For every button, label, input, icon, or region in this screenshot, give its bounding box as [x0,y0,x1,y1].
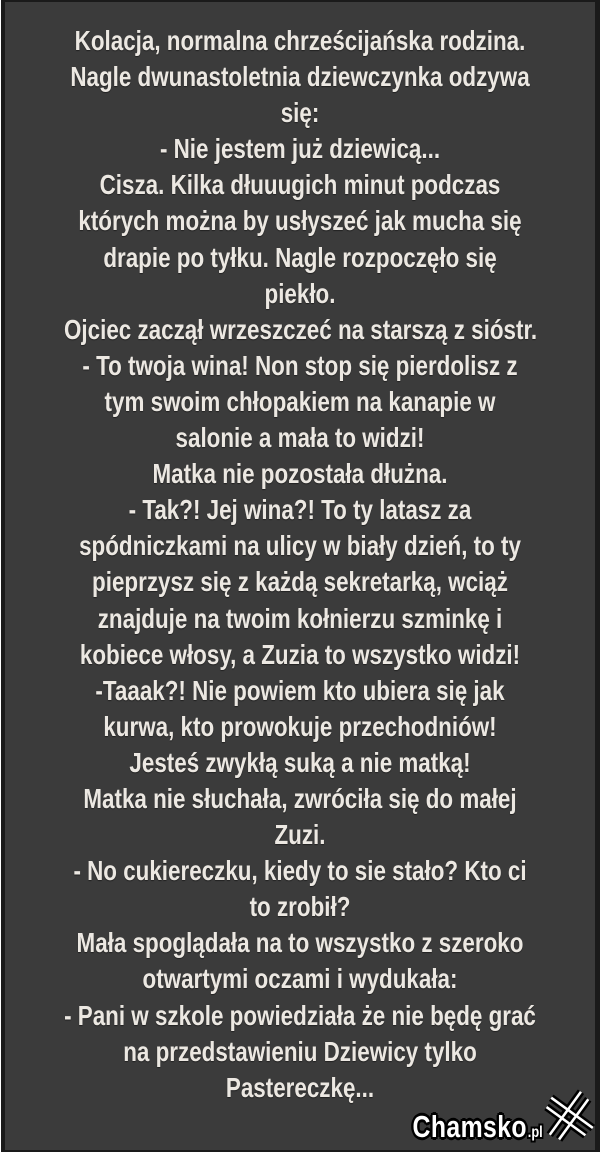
story-line: Kolacja, normalna chrześcijańska rodzina. [74,25,526,56]
story-line: -Taaak?! Nie powiem kto ubiera się jak [95,674,505,706]
watermark-site-name: Chamsko [412,1109,528,1144]
story-line: Matka nie słuchała, zwróciła się do małej [83,782,517,814]
meme-image [1,0,600,1152]
story-line: - No cukiereczku, kiedy to sie stało? Kto ci [73,855,527,887]
hash-crosshair-icon [545,1091,593,1148]
story-line: salonie a mała to widzi! [175,422,425,454]
story-line: - Nie jestem już dziewicą... [159,133,441,165]
story-line: Mała spoglądała na to wszystko z szeroko [76,927,524,959]
story-line: się: [280,97,320,129]
story-line: kobiece włosy, a Zuzia to wszystko widzi! [79,638,521,670]
story-line: kurwa, kto prowokuje przechodniów! [103,710,497,742]
story-line: otwartymi oczami i wydukała: [142,963,458,995]
story-line: - Pani w szkole powiedziała że nie będę grać [64,999,536,1031]
story-line: na przedstawieniu Dziewicy tylko [123,1035,477,1067]
watermark-domain-suffix: .pl [528,1124,543,1141]
story-line: drapie po tyłku. Nagle rozpoczęło się [103,241,497,273]
story-line: których można by usłyszeć jak mucha się [78,205,522,237]
story-line: Cisza. Kilka dłuuugich minut podczas [99,169,501,201]
story-line: - To twoja wina! Non stop się pierdolisz z [82,349,518,381]
story-line: znajduje na twoim kołnierzu szminkę i [97,602,503,634]
joke-story [5,2,595,1106]
chamsko-watermark [380,1091,589,1142]
story-line: pieprzysz się z każdą sekretarką, wciąż [92,566,508,598]
story-line: Nagle dwunastoletnia dziewczynka odzywa [70,61,530,93]
story-line: to zrobił? [249,891,351,923]
story-line: Jesteś zwykłą suką a nie matką! [129,746,471,778]
story-line: spódniczkami na ulicy w biały dzień, to ty [79,530,521,562]
story-line: Ojciec zaczął wrzeszczeć na starszą z sióstr. [64,313,538,345]
story-line: Matka nie pozostała dłużna. [152,458,448,490]
watermark-text [412,1109,543,1144]
story-line: Zuzi. [274,819,326,851]
story-line: piekło. [264,277,336,309]
story-line: Pastereczkę... [225,1071,375,1103]
story-line: tym swoim chłopakiem na kanapie w [104,385,496,417]
story-line: - Tak?! Jej wina?! To ty latasz za [128,494,472,526]
